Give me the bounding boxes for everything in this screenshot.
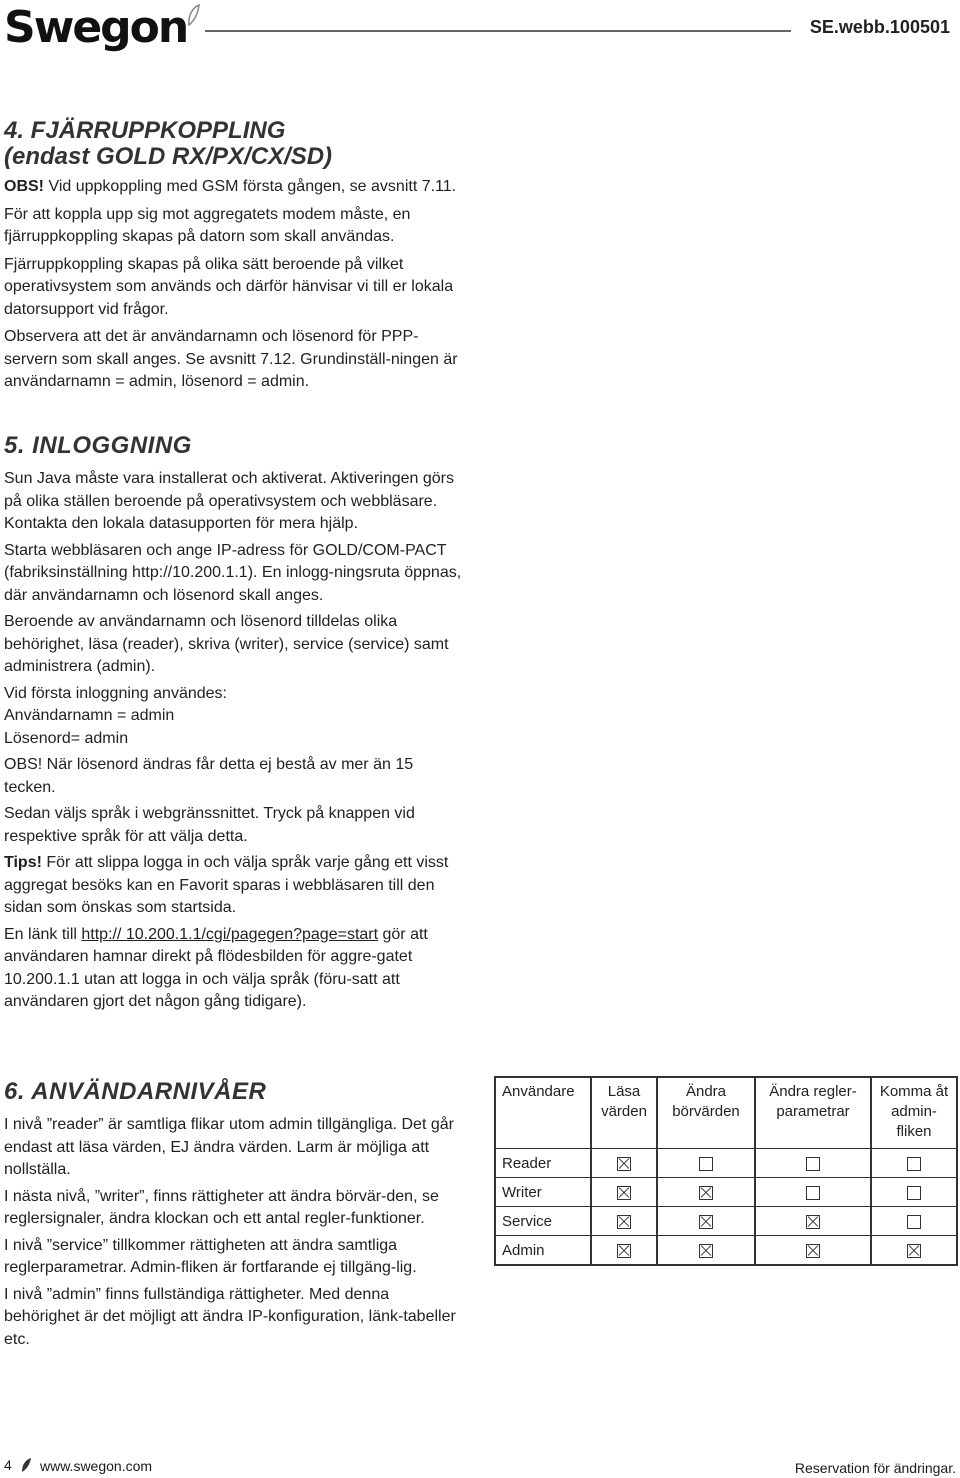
section-4 — [4, 118, 466, 170]
permission-cell — [657, 1178, 755, 1207]
table-header-row — [495, 1077, 957, 1149]
table-row — [495, 1149, 957, 1178]
link-paragraph — [4, 924, 466, 1014]
paragraph: I nivå ”service” tillkommer rättigheten att ändra samtliga reglerparametrar. Admin-fliken är fortfarande ej tillgäng-lig. — [4, 1236, 417, 1276]
obs-label: OBS! — [4, 178, 44, 195]
footer-url: www.swegon.com — [40, 1458, 153, 1474]
section-4-body — [4, 176, 466, 394]
checked-box-icon — [617, 1186, 631, 1200]
permission-cell — [871, 1236, 957, 1266]
page-number: 4 — [4, 1457, 12, 1473]
table-row — [495, 1236, 957, 1266]
empty-box-icon — [806, 1157, 820, 1171]
permission-cell — [755, 1178, 871, 1207]
permission-cell — [755, 1207, 871, 1236]
column-header: Läsa värden — [591, 1077, 657, 1149]
swegon-logo: Swegon — [4, 2, 188, 53]
permission-cell — [871, 1149, 957, 1178]
section-6-body — [4, 1114, 466, 1351]
checked-box-icon — [617, 1215, 631, 1229]
empty-box-icon — [907, 1215, 921, 1229]
empty-box-icon — [699, 1157, 713, 1171]
obs-text: Vid uppkoppling med GSM första gången, se avsnitt 7.11. — [44, 178, 457, 195]
role-cell: Reader — [495, 1149, 591, 1178]
permission-cell — [657, 1207, 755, 1236]
document-code: SE.webb.100501 — [809, 17, 950, 37]
checked-box-icon — [699, 1215, 713, 1229]
empty-box-icon — [907, 1186, 921, 1200]
section-4-title-line2: (endast GOLD RX/PX/CX/SD) — [4, 143, 333, 170]
paragraph: För att koppla upp sig mot aggregatets modem måste, en fjärruppkoppling skapas på datorn som skall användas. — [4, 205, 411, 245]
obs-paragraph — [4, 176, 466, 199]
checked-box-icon — [806, 1244, 820, 1258]
tips-text: För att slippa logga in och välja språk varje gång ett visst aggregat besöks kan en Favorit sparas i webbläsaren till den sidan som önskas som startsida. — [4, 854, 449, 916]
paragraph: Sedan väljs språk i webgränssnittet. Tryck på knappen vid respektive språk för att välja detta. — [4, 805, 415, 845]
paragraph: Starta webbläsaren och ange IP-adress för GOLD/COM-PACT (fabriksinställning http://10.200.1.1). En inlogg-ningsruta öppnas, där användarnamn och lösenord skall anges. — [4, 541, 462, 604]
paragraph: Fjärruppkoppling skapas på olika sätt beroende på vilket operativsystem som används och därför hänvisar vi till er lokala datorsupport vid frågor. — [4, 255, 454, 318]
role-cell: Writer — [495, 1178, 591, 1207]
tips-label: Tips! — [4, 854, 42, 871]
leaf-icon — [20, 1457, 32, 1473]
checked-box-icon — [699, 1186, 713, 1200]
column-header: Komma åt admin-fliken — [871, 1077, 957, 1149]
permission-cell — [755, 1149, 871, 1178]
permission-cell — [591, 1236, 657, 1266]
header-rule — [205, 30, 791, 32]
role-cell: Admin — [495, 1236, 591, 1266]
table-row — [495, 1178, 957, 1207]
paragraph: I nivå ”admin” finns fullständiga rättigheter. Med denna behörighet är det möjligt att ändra IP-konfiguration, länk-tabeller etc. — [4, 1285, 456, 1348]
paragraph: Beroende av användarnamn och lösenord tilldelas olika behörighet, läsa (reader), skriva (writer), service (service) samt administrera (admin). — [4, 613, 449, 675]
section-5-body — [4, 468, 466, 1014]
paragraph: Observera att det är användarnamn och lösenord för PPP-servern som skall anges. Se avsnitt 7.12. Grundinställ-ningen är användarnamn = admin, lösenord = admin. — [4, 328, 458, 390]
permission-cell — [871, 1178, 957, 1207]
column-header: Användare — [495, 1077, 591, 1149]
link-outro: gör att användaren hamnar direkt på flödesbilden för aggre-gatet 10.200.1.1 utan att logga in och välja språk (föru-satt att användaren gjort det någon gång tidigare). — [4, 925, 428, 1010]
startpage-link[interactable]: http:// 10.200.1.1/cgi/pagegen?page=start — [81, 925, 379, 943]
checked-box-icon — [806, 1215, 820, 1229]
permission-cell — [871, 1207, 957, 1236]
link-intro: En länk till — [4, 925, 82, 943]
role-cell: Service — [495, 1207, 591, 1236]
checked-box-icon — [907, 1244, 921, 1258]
checked-box-icon — [617, 1157, 631, 1171]
paragraph: Användarnamn = admin — [4, 707, 175, 724]
section-6-title: 6. ANVÄNDARNIVÅER — [4, 1078, 267, 1105]
leaf-icon — [186, 4, 200, 26]
section-4-title-line1: 4. FJÄRRUPPKOPPLING — [4, 117, 286, 144]
permission-cell — [591, 1207, 657, 1236]
table-row — [495, 1207, 957, 1236]
paragraph: OBS! När lösenord ändras får detta ej bestå av mer än 15 tecken. — [4, 756, 414, 796]
tips-paragraph — [4, 852, 466, 920]
permission-cell — [755, 1236, 871, 1266]
user-rights-table — [494, 1076, 958, 1266]
paragraph: I nästa nivå, ”writer”, finns rättigheter att ändra börvär-den, se reglersignaler, ändra klockan och ett antal regler-funktioner. — [4, 1187, 439, 1227]
permission-cell — [657, 1149, 755, 1178]
permission-cell — [657, 1236, 755, 1266]
empty-box-icon — [806, 1186, 820, 1200]
section-5-title: 5. INLOGGNING — [4, 432, 192, 459]
empty-box-icon — [907, 1157, 921, 1171]
permission-cell — [591, 1149, 657, 1178]
paragraph: Lösenord= admin — [4, 729, 129, 747]
paragraph: Sun Java måste vara installerat och aktiverat. Aktiveringen görs på olika ställen beroende på operativsystem och webbläsare. Kontakta den lokala datasupporten för mera hjälp. — [4, 470, 454, 532]
column-header: Ändra regler- parametrar — [755, 1077, 871, 1149]
paragraph: I nivå ”reader” är samtliga flikar utom admin tillgängliga. Det går endast att läsa värden, EJ ändra värden. Larm är möjliga att nollställa. — [4, 1116, 454, 1178]
footer-note: Reservation för ändringar. — [794, 1460, 956, 1476]
column-header: Ändra börvärden — [657, 1077, 755, 1149]
permission-cell — [591, 1178, 657, 1207]
checked-box-icon — [617, 1244, 631, 1258]
checked-box-icon — [699, 1244, 713, 1258]
paragraph: Vid första inloggning användes: — [4, 684, 227, 702]
